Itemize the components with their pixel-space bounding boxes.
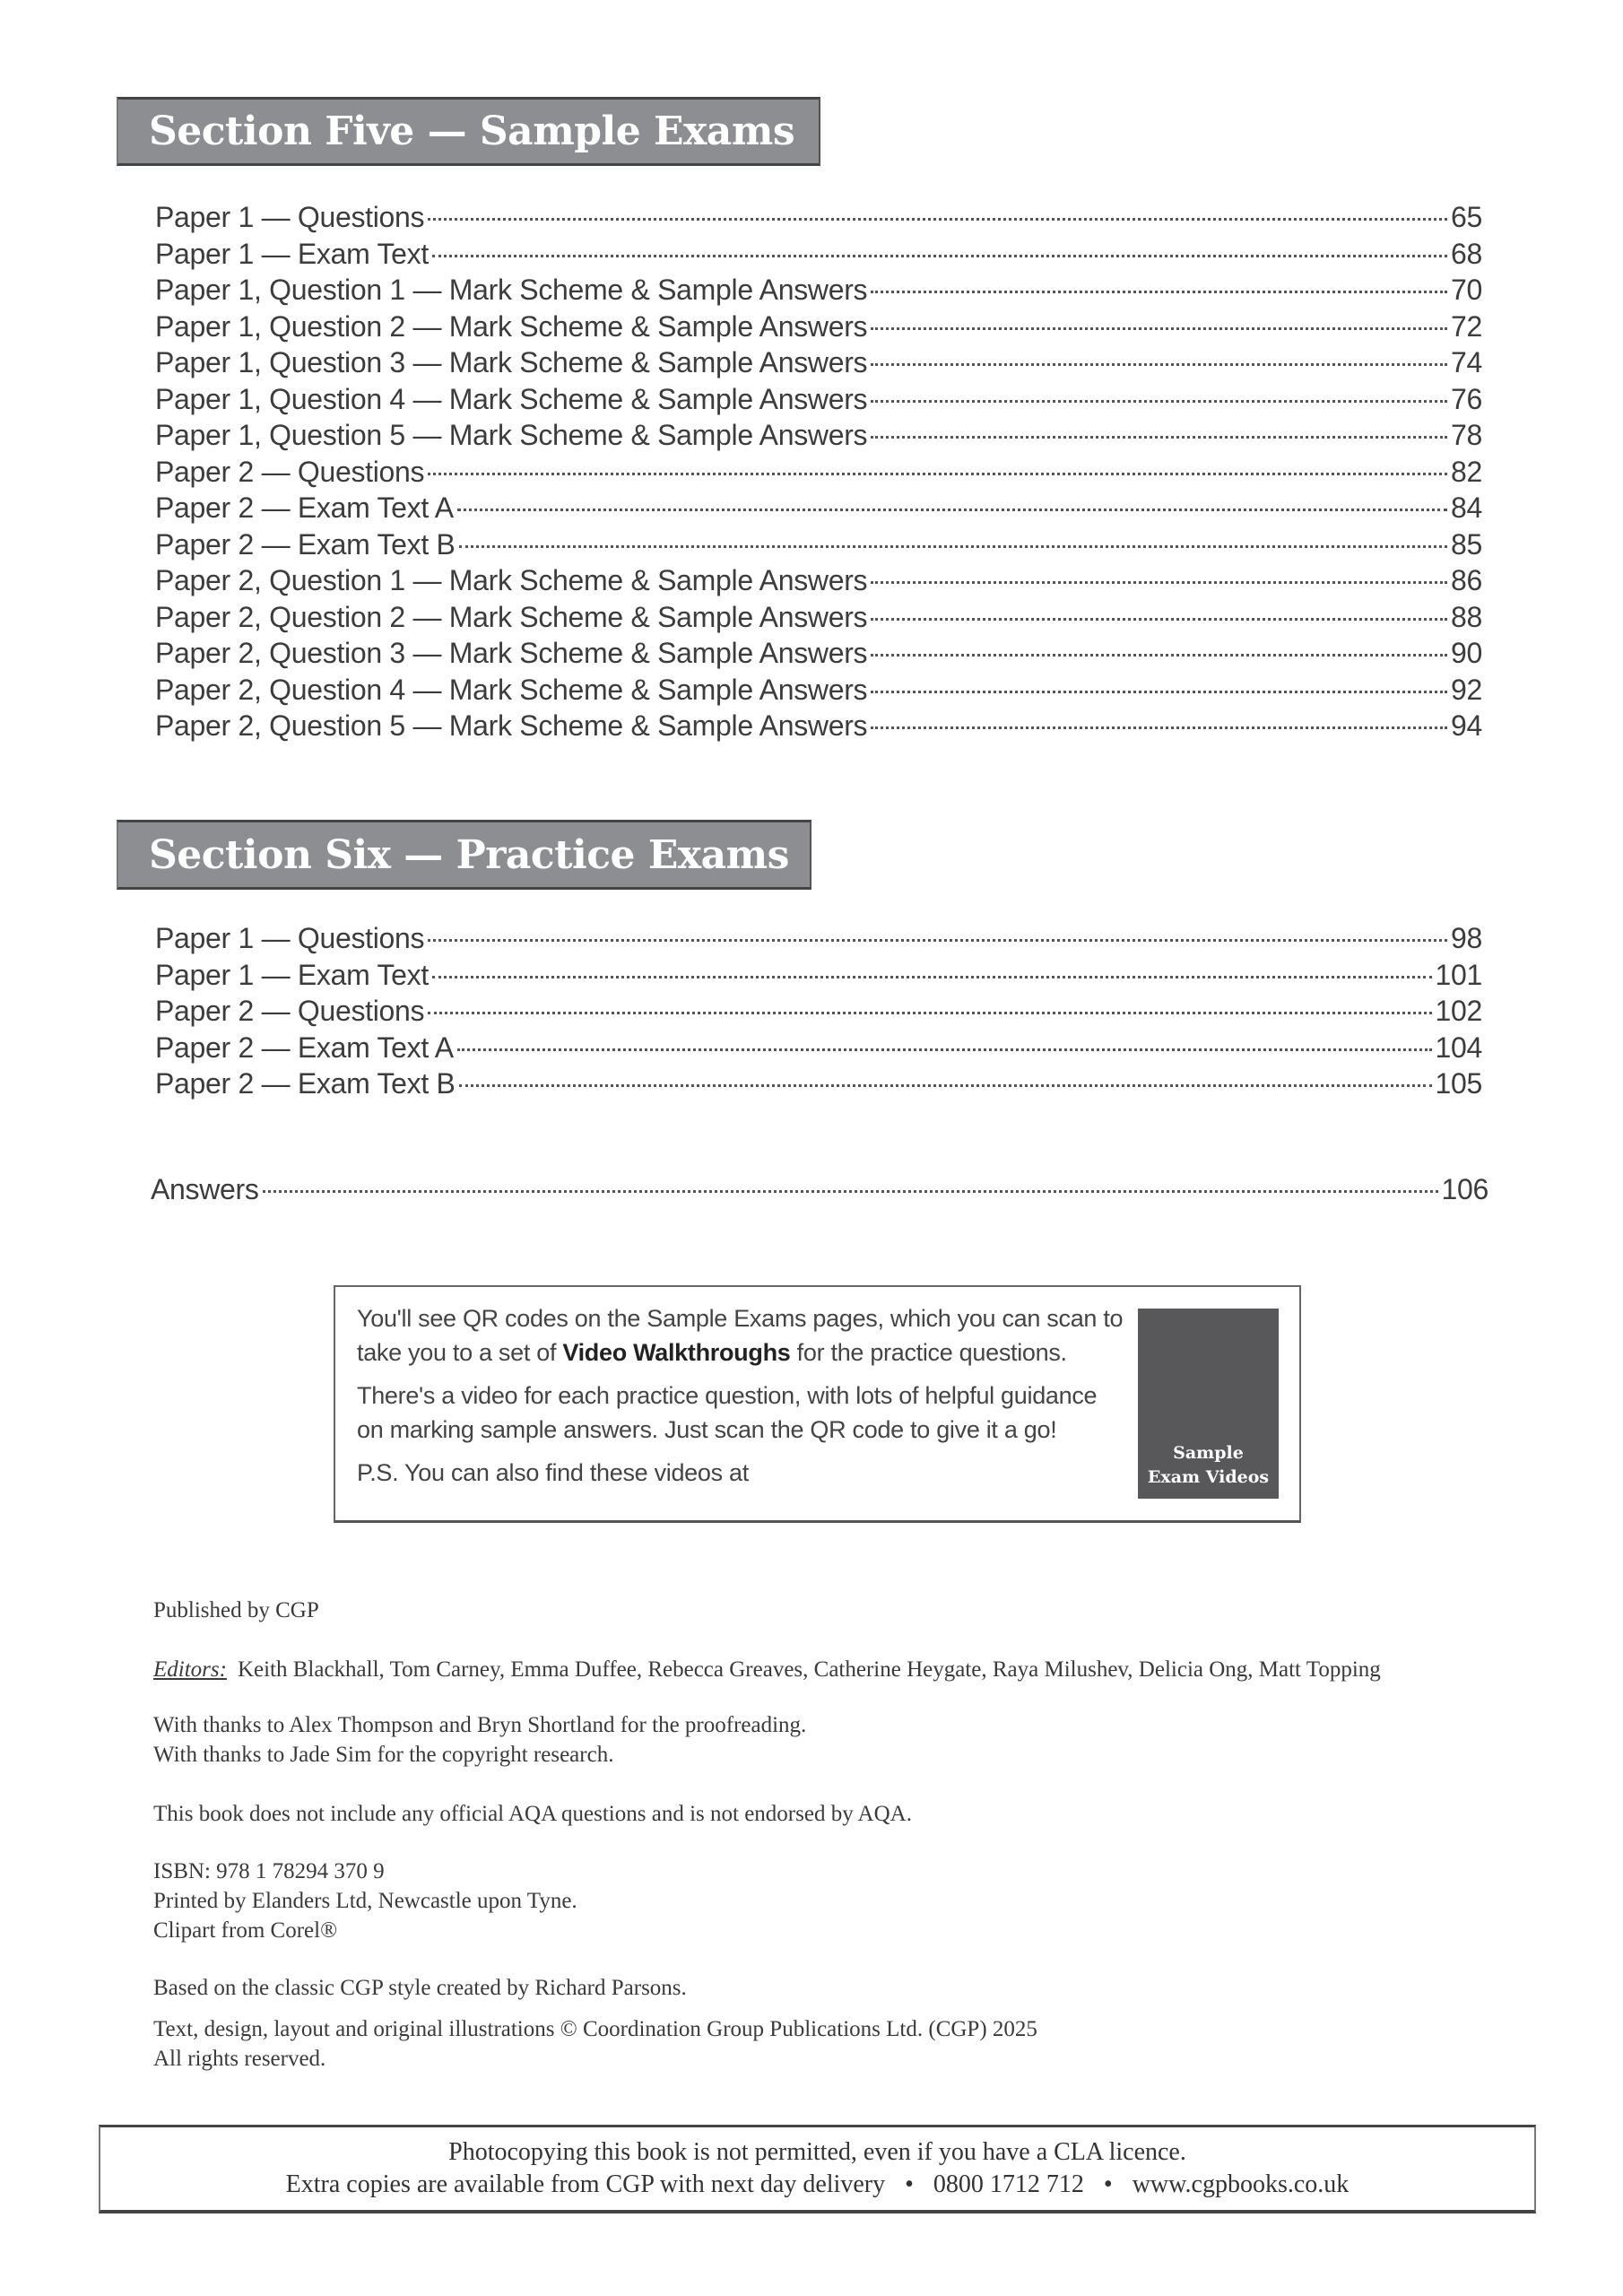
toc-entry[interactable] bbox=[155, 199, 1482, 236]
bullet-separator: • bbox=[1103, 2170, 1113, 2198]
toc-entry[interactable] bbox=[155, 920, 1482, 957]
toc-entry-label: Paper 2 — Questions bbox=[155, 455, 425, 488]
toc-entry-label: Paper 1, Question 4 — Mark Scheme & Sample Answers bbox=[155, 382, 868, 415]
copyright-notice: Text, design, layout and original illustrations © Coordination Group Publications Ltd. (CGP) 2025 bbox=[153, 2017, 1037, 2041]
toc-entry-label: Paper 2 — Exam Text B bbox=[155, 1067, 456, 1100]
toc-entry-label: Paper 2, Question 3 — Mark Scheme & Sample Answers bbox=[155, 637, 868, 669]
section-five-toc bbox=[155, 199, 1482, 744]
toc-entry-label: Paper 1, Question 3 — Mark Scheme & Sample Answers bbox=[155, 346, 868, 378]
section-six-toc bbox=[155, 920, 1482, 1102]
dot-leader bbox=[459, 1084, 1432, 1087]
thanks-proofreading: With thanks to Alex Thompson and Bryn Shortland for the proofreading. bbox=[153, 1713, 807, 1737]
section-six-title: Section Six — Practice Exams bbox=[149, 831, 789, 878]
toc-entry-page: 102 bbox=[1435, 995, 1482, 1027]
toc-entry[interactable] bbox=[155, 635, 1482, 672]
info-paragraph-3: P.S. You can also find these videos at bbox=[357, 1459, 749, 1486]
dot-leader bbox=[432, 255, 1447, 257]
qr-code-placeholder[interactable] bbox=[1138, 1309, 1279, 1499]
website-link[interactable]: www.cgpbooks.co.uk bbox=[1132, 2170, 1350, 2198]
dot-leader bbox=[428, 218, 1447, 221]
toc-entry-page: 88 bbox=[1451, 600, 1482, 633]
toc-entry-label: Paper 2 — Exam Text B bbox=[155, 527, 456, 561]
toc-entry-label: Paper 1 — Questions bbox=[155, 922, 425, 954]
toc-entry[interactable] bbox=[155, 993, 1482, 1030]
toc-entry-page: 98 bbox=[1451, 922, 1482, 954]
toc-entry-page: 90 bbox=[1451, 637, 1482, 669]
toc-entry[interactable] bbox=[155, 381, 1482, 418]
rights-reserved: All rights reserved. bbox=[153, 2047, 326, 2071]
toc-entry-page: 68 bbox=[1451, 237, 1482, 270]
toc-entry-page: 101 bbox=[1435, 958, 1482, 991]
toc-entry-page: 70 bbox=[1451, 274, 1482, 306]
toc-entry-label: Paper 2, Question 2 — Mark Scheme & Sample Answers bbox=[155, 600, 868, 633]
toc-entry-page: 105 bbox=[1435, 1067, 1482, 1100]
info-paragraph-2: There's a video for each practice question, with lots of helpful guidance on marking sample answers. Just scan the QR code to give it a go! bbox=[357, 1382, 1098, 1443]
dot-leader bbox=[871, 400, 1447, 403]
photocopy-notice: Photocopying this book is not permitted, even if you have a CLA licence. bbox=[448, 2138, 1186, 2166]
toc-entry-label: Paper 1, Question 2 — Mark Scheme & Sample Answers bbox=[155, 309, 868, 343]
toc-entry-label: Answers bbox=[151, 1173, 259, 1205]
dot-leader bbox=[263, 1190, 1438, 1193]
dot-leader bbox=[871, 436, 1447, 439]
phone-number: 0800 1712 712 bbox=[933, 2170, 1084, 2198]
toc-entry-label: Paper 2 — Questions bbox=[155, 995, 425, 1027]
toc-entry[interactable] bbox=[155, 344, 1482, 381]
toc-entry[interactable] bbox=[155, 1030, 1482, 1066]
editors-label: Editors: bbox=[153, 1657, 227, 1682]
toc-entry-answers[interactable] bbox=[151, 1171, 1488, 1208]
ordering-line bbox=[100, 2169, 1534, 2201]
answers-toc bbox=[151, 1171, 1488, 1208]
section-five-title: Section Five — Sample Exams bbox=[149, 109, 795, 154]
info-paragraph-1 bbox=[357, 1301, 1128, 1370]
toc-entry[interactable] bbox=[155, 454, 1482, 491]
clipart-credit: Clipart from Corel® bbox=[153, 1918, 338, 1943]
toc-entry[interactable] bbox=[155, 562, 1482, 599]
bullet-separator: • bbox=[905, 2170, 914, 2198]
dot-leader bbox=[871, 726, 1447, 729]
toc-entry-page: 84 bbox=[1451, 491, 1482, 524]
style-credit: Based on the classic CGP style created by Richard Parsons. bbox=[153, 1976, 687, 2000]
toc-entry[interactable] bbox=[155, 708, 1482, 744]
dot-leader bbox=[871, 363, 1447, 366]
toc-entry-label: Paper 2 — Exam Text A bbox=[155, 491, 454, 524]
toc-entry-page: 82 bbox=[1451, 455, 1482, 488]
section-six-heading bbox=[117, 820, 812, 890]
info-text: You'll see QR codes on the Sample Exams pages, which you can scan to take you to a set of bbox=[357, 1305, 1124, 1366]
toc-entry-label: Paper 2, Question 5 — Mark Scheme & Sample Answers bbox=[155, 709, 868, 742]
toc-entry[interactable] bbox=[155, 417, 1482, 454]
thanks-copyright: With thanks to Jade Sim for the copyright research. bbox=[153, 1743, 614, 1767]
dot-leader bbox=[459, 545, 1447, 548]
toc-entry-page: 86 bbox=[1451, 564, 1482, 596]
toc-entry-page: 78 bbox=[1451, 419, 1482, 451]
toc-entry-label: Paper 1 — Questions bbox=[155, 201, 425, 233]
aqa-disclaimer: This book does not include any official AQA questions and is not endorsed by AQA. bbox=[153, 1802, 912, 1826]
toc-entry[interactable] bbox=[155, 526, 1482, 563]
editors-line bbox=[153, 1657, 1381, 1683]
toc-entry[interactable] bbox=[155, 272, 1482, 309]
dot-leader bbox=[428, 1012, 1431, 1014]
dot-leader bbox=[871, 327, 1447, 330]
dot-leader bbox=[428, 939, 1447, 942]
printer: Printed by Elanders Ltd, Newcastle upon Tyne. bbox=[153, 1889, 577, 1913]
toc-entry[interactable] bbox=[155, 672, 1482, 709]
video-info-box bbox=[334, 1285, 1301, 1523]
toc-entry[interactable] bbox=[155, 957, 1482, 994]
toc-entry[interactable] bbox=[155, 309, 1482, 345]
dot-leader bbox=[871, 581, 1447, 584]
toc-entry-page: 104 bbox=[1435, 1031, 1482, 1064]
editors-names: Keith Blackhall, Tom Carney, Emma Duffee, Rebecca Greaves, Catherine Heygate, Raya Milushev, Delicia Ong, Matt Topping bbox=[237, 1657, 1381, 1682]
toc-entry-label: Paper 1 — Exam Text bbox=[155, 237, 429, 270]
dot-leader bbox=[871, 691, 1447, 693]
extra-copies-text: Extra copies are available from CGP with next day delivery bbox=[285, 2170, 886, 2198]
footer-notice-box bbox=[99, 2125, 1536, 2213]
toc-entry-label: Paper 2, Question 4 — Mark Scheme & Sample Answers bbox=[155, 673, 868, 706]
toc-entry[interactable] bbox=[155, 599, 1482, 636]
dot-leader bbox=[457, 509, 1447, 511]
dot-leader bbox=[871, 654, 1447, 657]
dot-leader bbox=[432, 976, 1432, 978]
dot-leader bbox=[457, 1048, 1432, 1051]
qr-label-line-2: Exam Videos bbox=[1147, 1467, 1270, 1487]
toc-entry-label: Paper 1 — Exam Text bbox=[155, 958, 429, 991]
toc-entry-label: Paper 2, Question 1 — Mark Scheme & Sample Answers bbox=[155, 564, 868, 596]
toc-entry-page: 72 bbox=[1451, 309, 1482, 343]
isbn: ISBN: 978 1 78294 370 9 bbox=[153, 1859, 385, 1883]
qr-label-line-1: Sample bbox=[1173, 1443, 1244, 1463]
dot-leader bbox=[871, 291, 1447, 293]
toc-entry-page: 92 bbox=[1451, 673, 1482, 706]
toc-entry-page: 106 bbox=[1441, 1173, 1488, 1205]
video-walkthroughs-emphasis: Video Walkthroughs bbox=[562, 1339, 791, 1366]
section-five-heading bbox=[117, 97, 820, 166]
toc-entry-page: 94 bbox=[1451, 709, 1482, 742]
dot-leader bbox=[871, 618, 1447, 621]
toc-entry[interactable] bbox=[155, 1065, 1482, 1102]
info-text: for the practice questions. bbox=[790, 1339, 1067, 1366]
toc-entry-page: 74 bbox=[1451, 346, 1482, 378]
toc-entry-label: Paper 1, Question 5 — Mark Scheme & Sample Answers bbox=[155, 419, 868, 451]
toc-entry-label: Paper 1, Question 1 — Mark Scheme & Sample Answers bbox=[155, 274, 868, 306]
toc-entry[interactable] bbox=[155, 490, 1482, 526]
toc-entry-page: 85 bbox=[1451, 527, 1482, 561]
dot-leader bbox=[428, 473, 1447, 475]
toc-entry-page: 76 bbox=[1451, 382, 1482, 415]
toc-entry[interactable] bbox=[155, 236, 1482, 273]
toc-entry-page: 65 bbox=[1451, 201, 1482, 233]
toc-entry-label: Paper 2 — Exam Text A bbox=[155, 1031, 454, 1064]
published-by: Published by CGP bbox=[153, 1598, 319, 1622]
